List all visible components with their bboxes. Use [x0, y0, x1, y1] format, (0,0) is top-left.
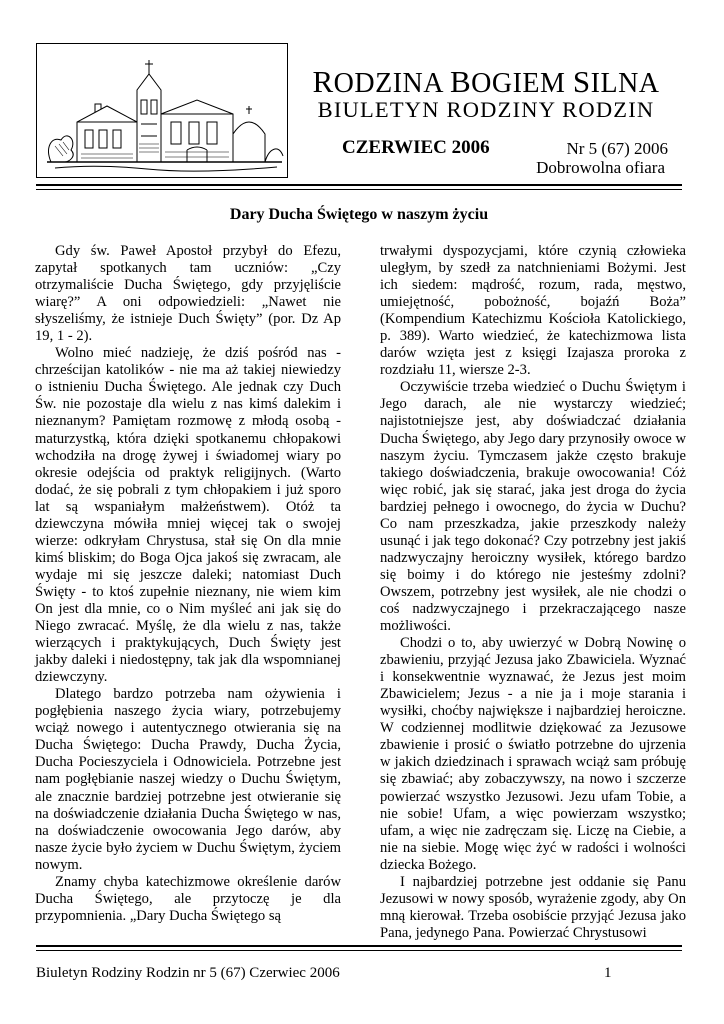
header-divider-thin [36, 189, 682, 190]
article-title: Dary Ducha Świętego w naszym życiu [229, 206, 489, 223]
paragraph: Oczywiście trzeba wiedzieć o Duchu Świętym i Jego darach, ale nie wystarczy wiedzieć; najistotniejsze jest, aby doświadczać działania Ducha Świętego, aby Jego dary przynosiły owoce w naszym życiu. Tymczasem jakże często brakuje takiego doświadczenia, brakuje owocowania! Cóż więc robić, jak się starać, jaka jest droga do życia bardziej pełnego i owocnego, do życia w Duchu? Co nam przeszkadza, jakie przeszkody należy usunąć i jak tego dokonać? Czy potrzebny jest jakiś nadzwyczajny heroiczny wysiłek, którego bardzo się boimy i do którego nie jesteśmy zdolni? Owszem, potrzebny jest wysiłek, ale nie chodzi o coś nadzwyczajnego i przekraczającego nasze możliwości. [380, 379, 686, 635]
paragraph-continued: trwałymi dyspozycjami, które czynią człowieka uległym, by szedł za natchnieniami Bożymi. Jest ich siedem: mądrość, rozum, rada, męstwo, umiejętność, pobożność, bojaźń Boża” (Kompendium Katechizmu Kościoła Katolickiego, p. 389). Warto wiedzieć, że katechizmowa lista darów wzięta jest z księgi Izajasza proroka z rozdziału 11, wiersze 2-3. [380, 243, 686, 379]
paragraph: Dlatego bardzo potrzeba nam ożywienia i pogłębienia naszego życia wiary, potrzebujemy wciąż nowego i autentycznego otwierania się na Ducha Świętego: Ducha Prawdy, Ducha Życia, Ducha Pocieszyciela i Odnowiciela. Potrzebne jest nam pogłębianie naszej wiedzy o Duchu Świętym, ale znacznie bardziej potrzebne jest otwieranie się na doświadczenie działania Ducha Świętego w nas, na doświadczenie owocowania Jego darów, aby nasze życie było życiem w Duchu Świętym, życiem nowym. [35, 686, 341, 873]
header-divider [36, 184, 682, 186]
footer-divider-thin [36, 950, 682, 951]
issue-date: CZERWIEC 2006 [342, 137, 490, 158]
paragraph: Gdy św. Paweł Apostoł przybył do Efezu, zapytał spotkanych tam uczniów: „Czy otrzymaliście Ducha Świętego, gdy przyjęliście wiarę?” A oni odpowiedzieli: „Nawet nie słyszeliśmy, że istnieje Duch Święty” (por. Dz Ap 19, 1 - 2). [35, 243, 341, 345]
paragraph: Chodzi o to, aby uwierzyć w Dobrą Nowinę o zbawieniu, przyjąć Jezusa jako Zbawiciela. Wyznać i konsekwentnie wyznawać, że Jezus jest moim Zbawicielem; Jezus - a nie ja i moje starania i wysiłki, choćby największe i najbardziej heroiczne. W codziennej modlitwie dziękować za Jezusowe zbawienie i prosić o światło potrzebne do ujrzenia w jakich dziedzinach i sprawach wciąż sam próbuję się zbawiać; aby zobaczywszy, na nowo i szczerze powierzać wszystko Jezusowi. Jezu ufam Tobie, a nie sobie! Ufam, a więc powierzam wszystko; ufam, a więc nie zadręczam się. Liczę na Ciebie, a nie na siebie. Mogę więc żyć w radości i wolności dziecka Bożego. [380, 635, 686, 873]
issue-number: Nr 5 (67) 2006 [566, 139, 668, 158]
paragraph: Wolno mieć nadzieję, że dziś pośród nas - chrześcijan katolików - nie ma aż takiej niewiedzy o istnieniu Ducha Świętego. Ale jednak czy Duch Św. nie pozostaje dla wielu z nas kimś dalekim i nieznanym? Pamiętam rozmowę z młodą osobą - maturzystką, która dzięki spotkanemu chłopakowi wchodziła na drogę żywej i świadomej wiary po okresie odejścia od praktyk religijnych. (Warto dodać, że się pobrali z tym chłopakiem i już sporo lat są wspaniałym małżeństwem). Otóż ta dziewczyna mówiła mniej więcej tak o swojej wierze: odkryłam Chrystusa, stał się On dla mnie kimś bliskim; do Boga Ojca jakoś się zwracam, ale wydaje mi się jeszcze daleki; natomiast Duch Święty - to ktoś zupełnie nieznany, nie wiem kim On jest dla mnie, co o Nim myśleć ani jak się do Niego zwracać. Myślę, że dla wielu z nas, także wierzących i praktykujących, Duch Święty jest jakby daleki i niedostępny, tak jak dla wspomnianej dziewczyny. [35, 345, 341, 686]
footer-divider [36, 945, 682, 947]
footer-publication-line: Biuletyn Rodziny Rodzin nr 5 (67) Czerwiec 2006 [36, 965, 340, 981]
publication-subtitle: BIULETYN RODZINY RODZIN [317, 97, 655, 122]
page-number: 1 [604, 965, 612, 981]
paragraph: Znamy chyba katechizmowe określenie darów Ducha Świętego, ale przytoczę je dla przypomnienia. „Dary Ducha Świętego są [35, 873, 341, 924]
price-note: Dobrowolna ofiara [536, 158, 665, 177]
church-building-sketch-icon [37, 44, 288, 178]
publication-title: RODZINA BOGIEM SILNA [312, 64, 660, 99]
logo-frame [36, 43, 288, 178]
article-column-left [35, 243, 341, 925]
article-column-right [380, 243, 686, 942]
paragraph: I najbardziej potrzebne jest oddanie się Panu Jezusowi w nowy sposób, wyrażenie zgody, aby On mną kierował. Trzeba osobiście przyjąć Jezusa jako Pana, jedynego Pana. Powierzać Chrystusowi [380, 873, 686, 941]
